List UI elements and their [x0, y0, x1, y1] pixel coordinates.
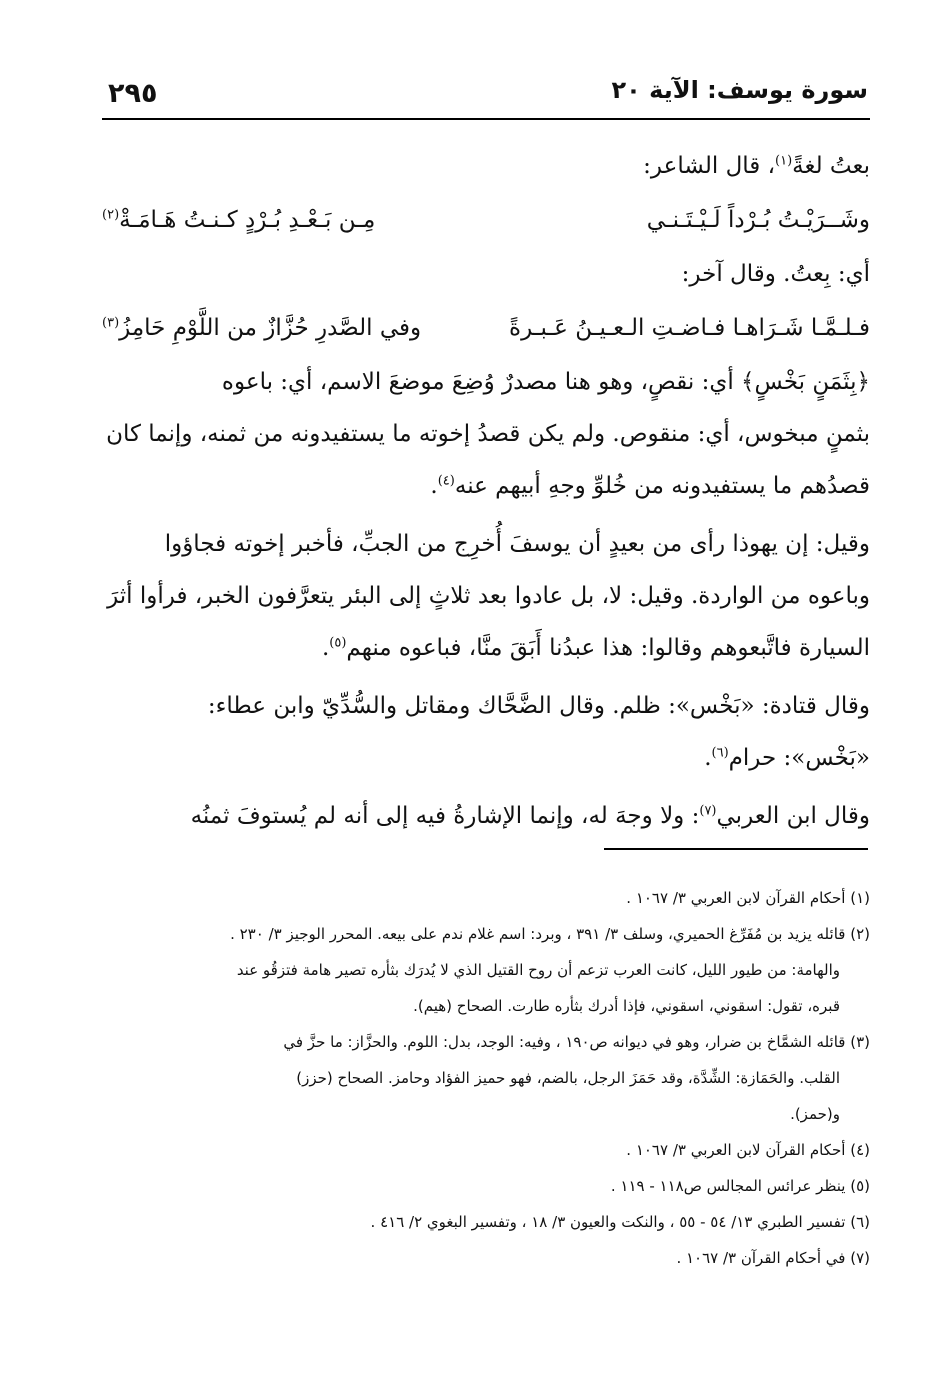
running-title: سورة يوسف: الآية ٢٠ [611, 76, 868, 104]
footnote-ref[interactable]: (٤) [437, 473, 455, 489]
footnote-3-continuation: و(حمز). [790, 1105, 840, 1123]
verse-hemistich-second [102, 192, 375, 248]
verse-hemistich-first: فـلـمَّـا شَـرَاهـا فـاضـتِ الـعـيـنُ عَـبـرةً [509, 315, 870, 341]
footnote-ref[interactable]: (٥) [329, 635, 347, 651]
paragraph-line: السيارة فاتَّبعوهم وقالوا: هذا عبدُنا أَبَقَ منَّا، فباعوه منهم$^{(٥)}$. [321, 635, 870, 661]
paragraph-line: وقيل: إن يهوذا رأى من بعيدٍ أن يوسفَ أُخرِج من الجبِّ، فأخبر إخوته فجاؤوا [164, 531, 870, 557]
paragraph-line [102, 790, 870, 842]
footnote-separator [604, 848, 868, 850]
paragraph-line: «بَخْس»: حرام$^{(٦)}$. [704, 745, 870, 771]
page-header [102, 72, 870, 120]
paragraph-line: وباعوه من الواردة. وقيل: لا، بل عادوا بعد ثلاثٍ إلى البئر يتعرَّفون الخبر، فرأوا أثرَ [107, 583, 870, 609]
text-span: مِـن بَـعْـدِ بُـرْدٍ كـنـتُ هَـامَـةْ [119, 207, 376, 233]
text-span: : ولا وجهَ له، وإنما الإشارةُ فيه إلى أنه لم يُستوفَ ثمنُه [190, 803, 700, 829]
footnote-7: (٧) في أحكام القرآن ٣/ ١٠٦٧ . [676, 1249, 870, 1267]
text-span: وفي الصَّدرِ حُزَّازٌ من اللَّوْمِ حَامِزُ [119, 315, 422, 341]
footnote-2: (٢) قائله يزيد بن مُفَرِّغ الحميري، وسلف ٣/ ٣٩١ ، وبرد: اسم غلام ندم على بيعه. المحرر الوجيز ٣/ ٢٣٠ . [230, 925, 870, 943]
verse-hemistich-first: وشَــرَيْـتُ بُـرْداً لَـيْـتَـنـي [646, 207, 870, 233]
verse-hemistich-second [102, 300, 421, 356]
footnote-ref[interactable]: (٢) [102, 207, 120, 223]
footnote-ref[interactable]: (٧) [699, 803, 717, 819]
footnote-ref[interactable]: (١) [775, 153, 793, 169]
text-span: وقال ابن العربي [716, 803, 870, 829]
poetry-verse [102, 192, 870, 248]
footnote-5: (٥) ينظر عرائس المجالس ص١١٨ - ١١٩ . [610, 1177, 870, 1195]
footnote-1: (١) أحكام القرآن لابن العربي ٣/ ١٠٦٧ . [626, 889, 870, 907]
footnotes [102, 880, 870, 1276]
page-number: ٢٩٥ [108, 78, 158, 109]
paragraph-line: وقال قتادة: «بَخْس»: ظلم. وقال الضَّحَّاك ومقاتل والسُّدِّيّ وابن عطاء: [207, 693, 870, 719]
footnote-2-continuation: والهامة: من طيور الليل، كانت العرب تزعم أن روح القتيل الذي لا يُدرَك بثأره تصير هامة فتزقُو عند [236, 961, 840, 979]
paragraph-line: بثمنٍ مبخوس، أي: منقوص. ولم يكن قصدُ إخوته ما يستفيدونه من ثمنه، وإنما كان [106, 421, 870, 447]
text-line: أي: بِعتُ. وقال آخر: [681, 261, 870, 287]
footnote-3-continuation: القلب. والحَمَازة: الشِّدَّة، وقد حَمَزَ الرجل، بالضم، فهو حميز الفؤاد وحامز. الصحاح (حزز) [296, 1069, 840, 1087]
main-text [102, 140, 870, 842]
paragraph-line: قصدُهم ما يستفيدونه من خُلوِّ وجهِ أبيهم عنه$^{(٤)}$. [430, 473, 870, 499]
footnote-3: (٣) قائله الشمَّاخ بن ضرار، وهو في ديوانه ص١٩٠ ، وفيه: الوجد، بدل: اللوم. والحزَّاز: ما حزَّ في [283, 1033, 870, 1051]
poetry-verse [102, 300, 870, 356]
text-span: ، قال الشاعر: [643, 153, 776, 179]
paragraph-line: ﴿بِثَمَنٍ بَخْسٍ﴾ أي: نقصٍ، وهو هنا مصدرٌ وُضِعَ موضعَ الاسم، أي: باعوه [221, 369, 870, 395]
text-span: «بَخْس»: حرام [728, 745, 870, 771]
footnote-2-continuation: قبره، تقول: اسقوني، اسقوني، فإذا أدرك بثأره طارت. الصحاح (هيم). [413, 997, 840, 1015]
text-line [102, 140, 870, 192]
footnote-6: (٦) تفسير الطبري ١٣/ ٥٤ - ٥٥ ، والنكت والعيون ٣/ ١٨ ، وتفسير البغوي ٢/ ٤١٦ . [370, 1213, 870, 1231]
footnote-ref[interactable]: (٣) [102, 315, 120, 331]
text-span: قصدُهم ما يستفيدونه من خُلوِّ وجهِ أبيهم عنه [454, 473, 870, 499]
footnote-ref[interactable]: (٦) [711, 745, 729, 761]
text-span: بعتُ لغةً [792, 153, 870, 179]
text-span: السيارة فاتَّبعوهم وقالوا: هذا عبدُنا أَبَقَ منَّا، فباعوه منهم [346, 635, 870, 661]
footnote-4: (٤) أحكام القرآن لابن العربي ٣/ ١٠٦٧ . [626, 1141, 870, 1159]
